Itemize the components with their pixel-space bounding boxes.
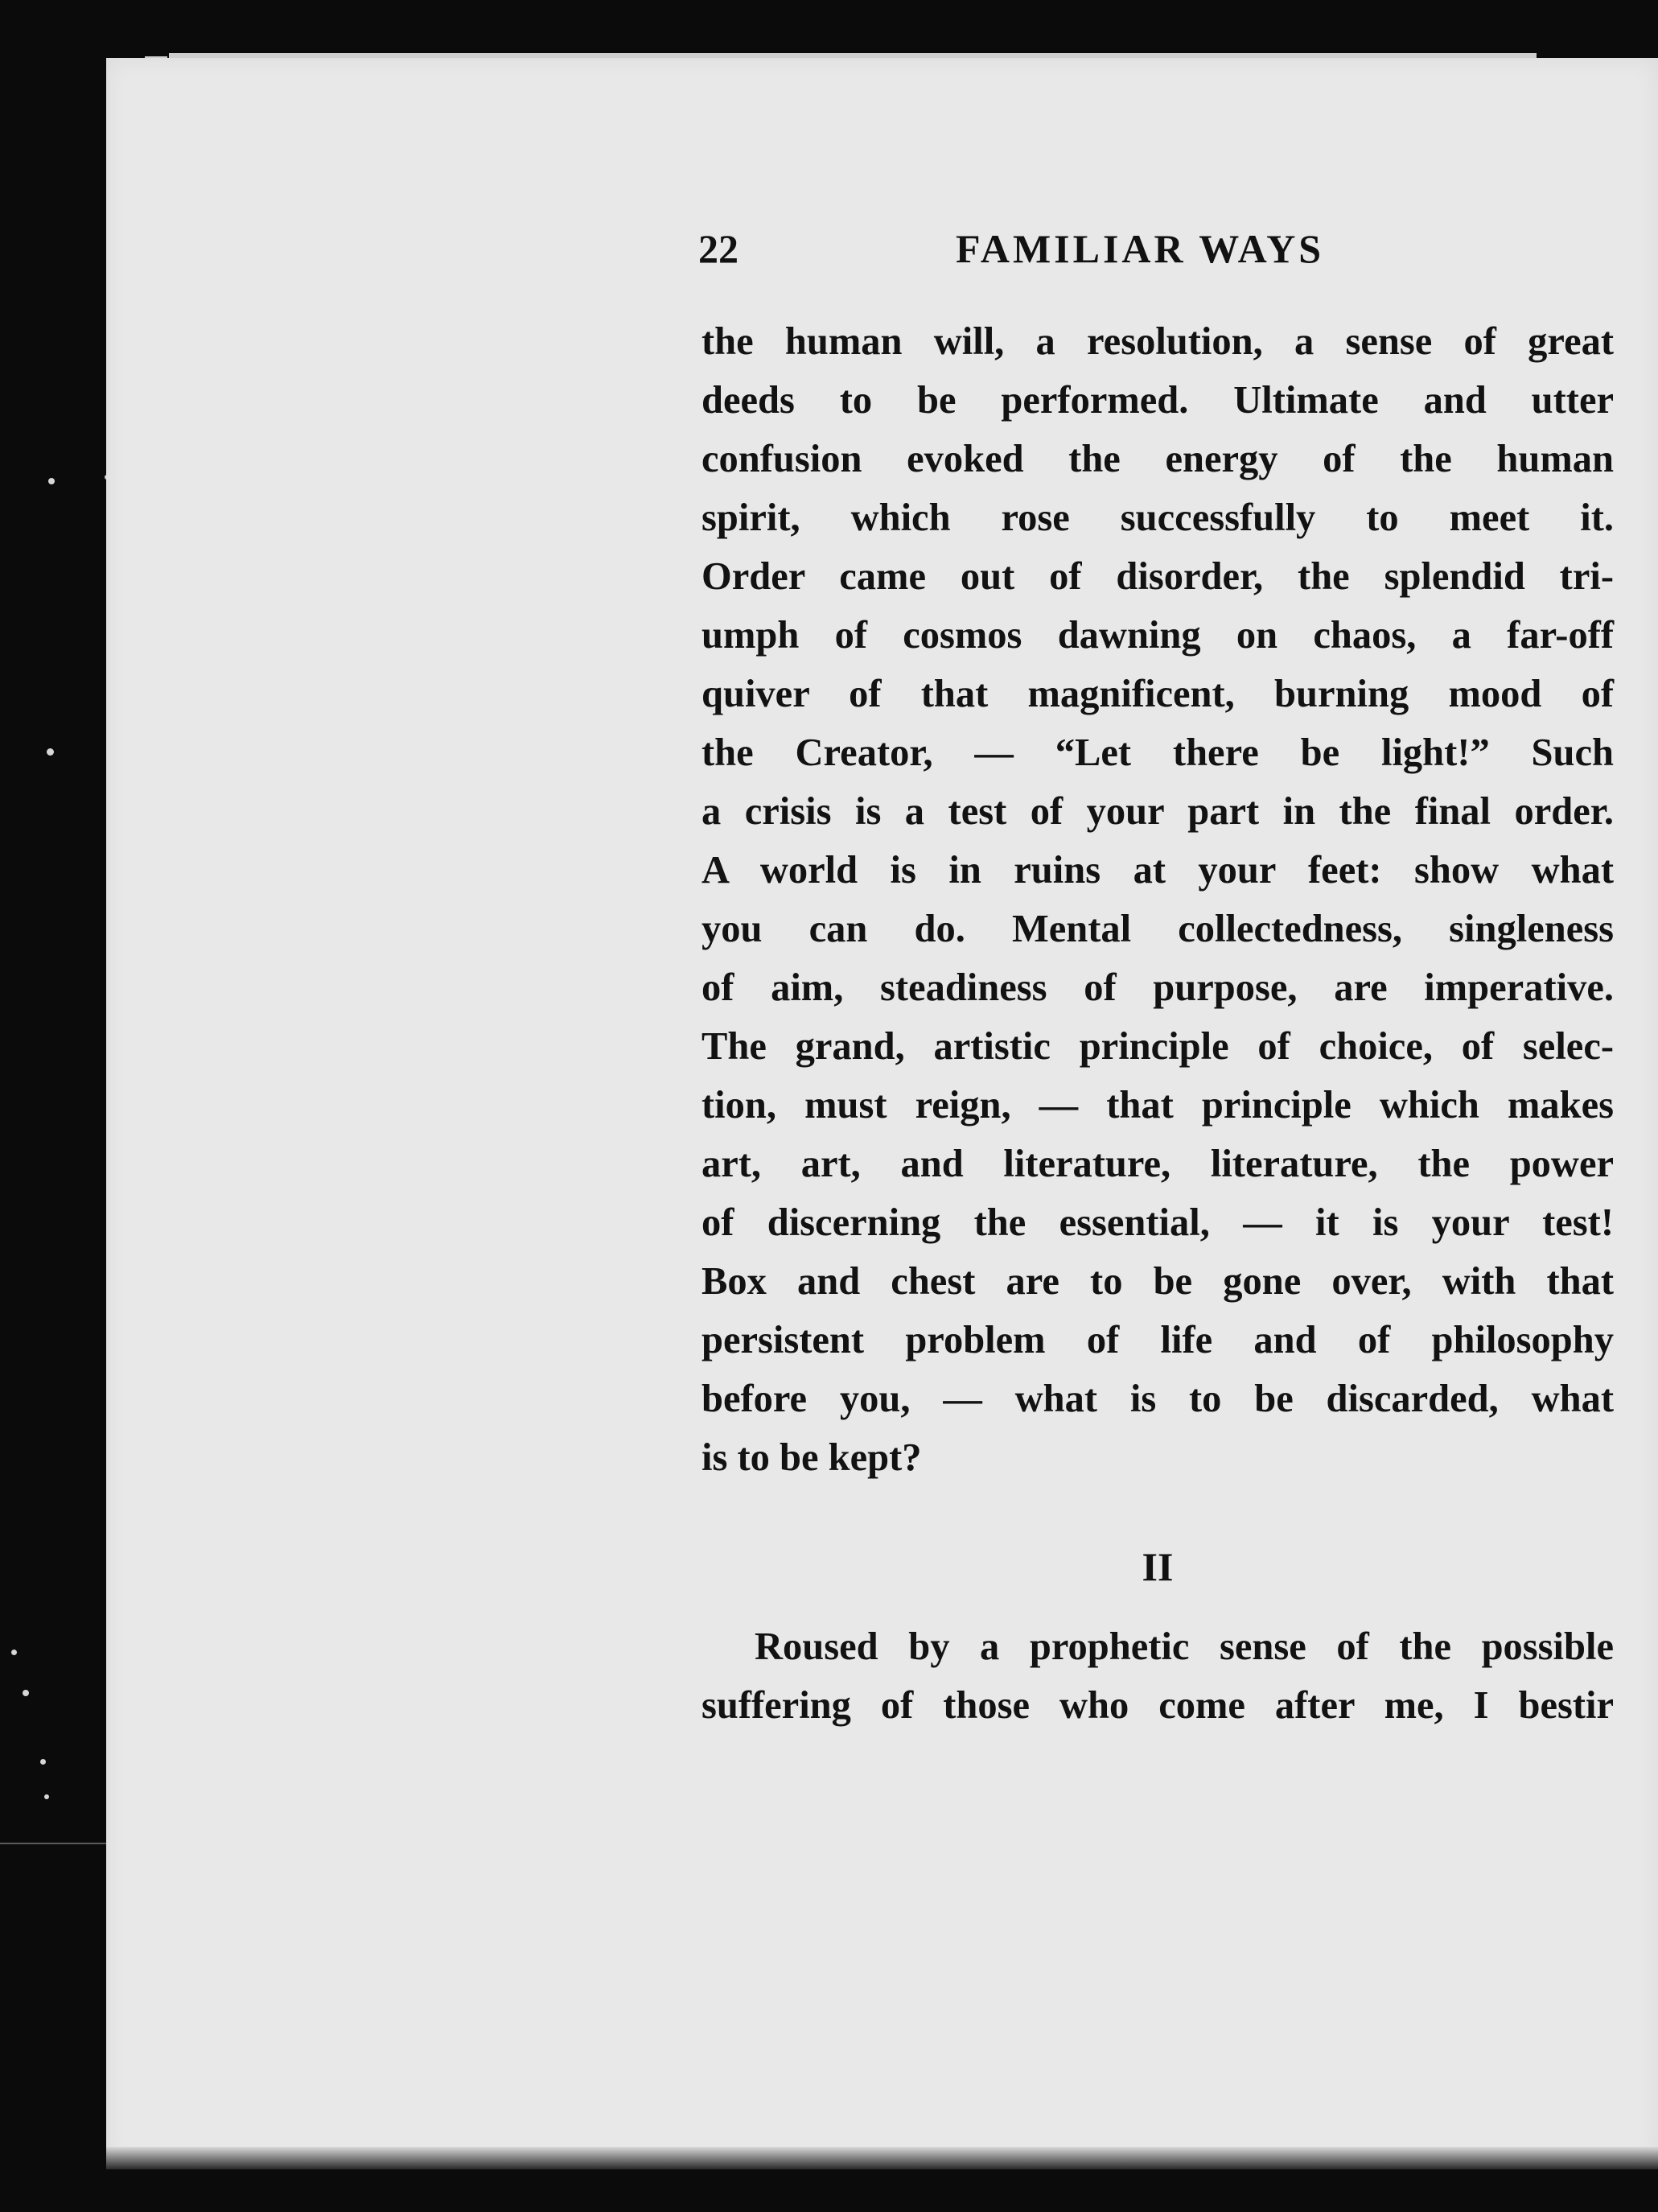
scan-speck — [40, 1759, 46, 1765]
text-line: quiver of that magnificent, burning mood of — [701, 673, 1614, 715]
text-line: you can do. Mental collectedness, singleness — [701, 908, 1614, 950]
text-line: is to be kept? — [701, 1436, 922, 1479]
scan-bottom-margin — [0, 2169, 1658, 2212]
text-line: art, art, and literature, literature, the power — [701, 1143, 1614, 1185]
text-line: the Creator, — “Let there be light!” Such — [701, 731, 1614, 774]
text-line: Roused by a prophetic sense of the possible — [755, 1625, 1614, 1668]
text-line: Order came out of disorder, the splendid tri- — [701, 555, 1614, 598]
text-line: of aim, steadiness of purpose, are imperative. — [701, 966, 1614, 1009]
text-line: Box and chest are to be gone over, with that — [701, 1260, 1614, 1303]
text-line: the human will, a resolution, a sense of great — [701, 320, 1614, 363]
text-line: tion, must reign, — that principle which makes — [701, 1084, 1614, 1127]
scan-rule — [0, 1843, 106, 1844]
text-line: A world is in ruins at your feet: show what — [701, 849, 1614, 892]
paragraph-one — [701, 312, 1614, 1487]
scan-speck — [23, 1690, 29, 1696]
text-line: deeds to be performed. Ultimate and utter — [701, 379, 1614, 422]
page-header — [698, 225, 1614, 274]
text-line: suffering of those who come after me, I bestir — [701, 1684, 1614, 1727]
text-line: spirit, which rose successfully to meet it. — [701, 496, 1614, 539]
section-paragraph — [701, 1617, 1614, 1735]
text-line: of discerning the essential, — it is your test! — [701, 1201, 1614, 1244]
text-line: a crisis is a test of your part in the final order. — [701, 790, 1614, 833]
scan-speck — [44, 1794, 49, 1799]
text-line: before you, — what is to be discarded, what — [701, 1378, 1614, 1420]
scan-speck — [11, 1650, 17, 1655]
scan-speck — [48, 478, 55, 484]
text-line: The grand, artistic principle of choice, of selec- — [701, 1025, 1614, 1068]
page-bottom-edge — [106, 2147, 1658, 2169]
scan-speck — [47, 748, 54, 756]
scan-margin — [0, 0, 105, 2212]
text-line: umph of cosmos dawning on chaos, a far-off — [701, 614, 1614, 657]
text-line: confusion evoked the energy of the human — [701, 438, 1614, 480]
text-line: persistent problem of life and of philosophy — [701, 1319, 1614, 1361]
running-title: FAMILIAR WAYS — [956, 226, 1325, 271]
section-heading: II — [1142, 1544, 1174, 1589]
page-number: 22 — [698, 226, 738, 271]
